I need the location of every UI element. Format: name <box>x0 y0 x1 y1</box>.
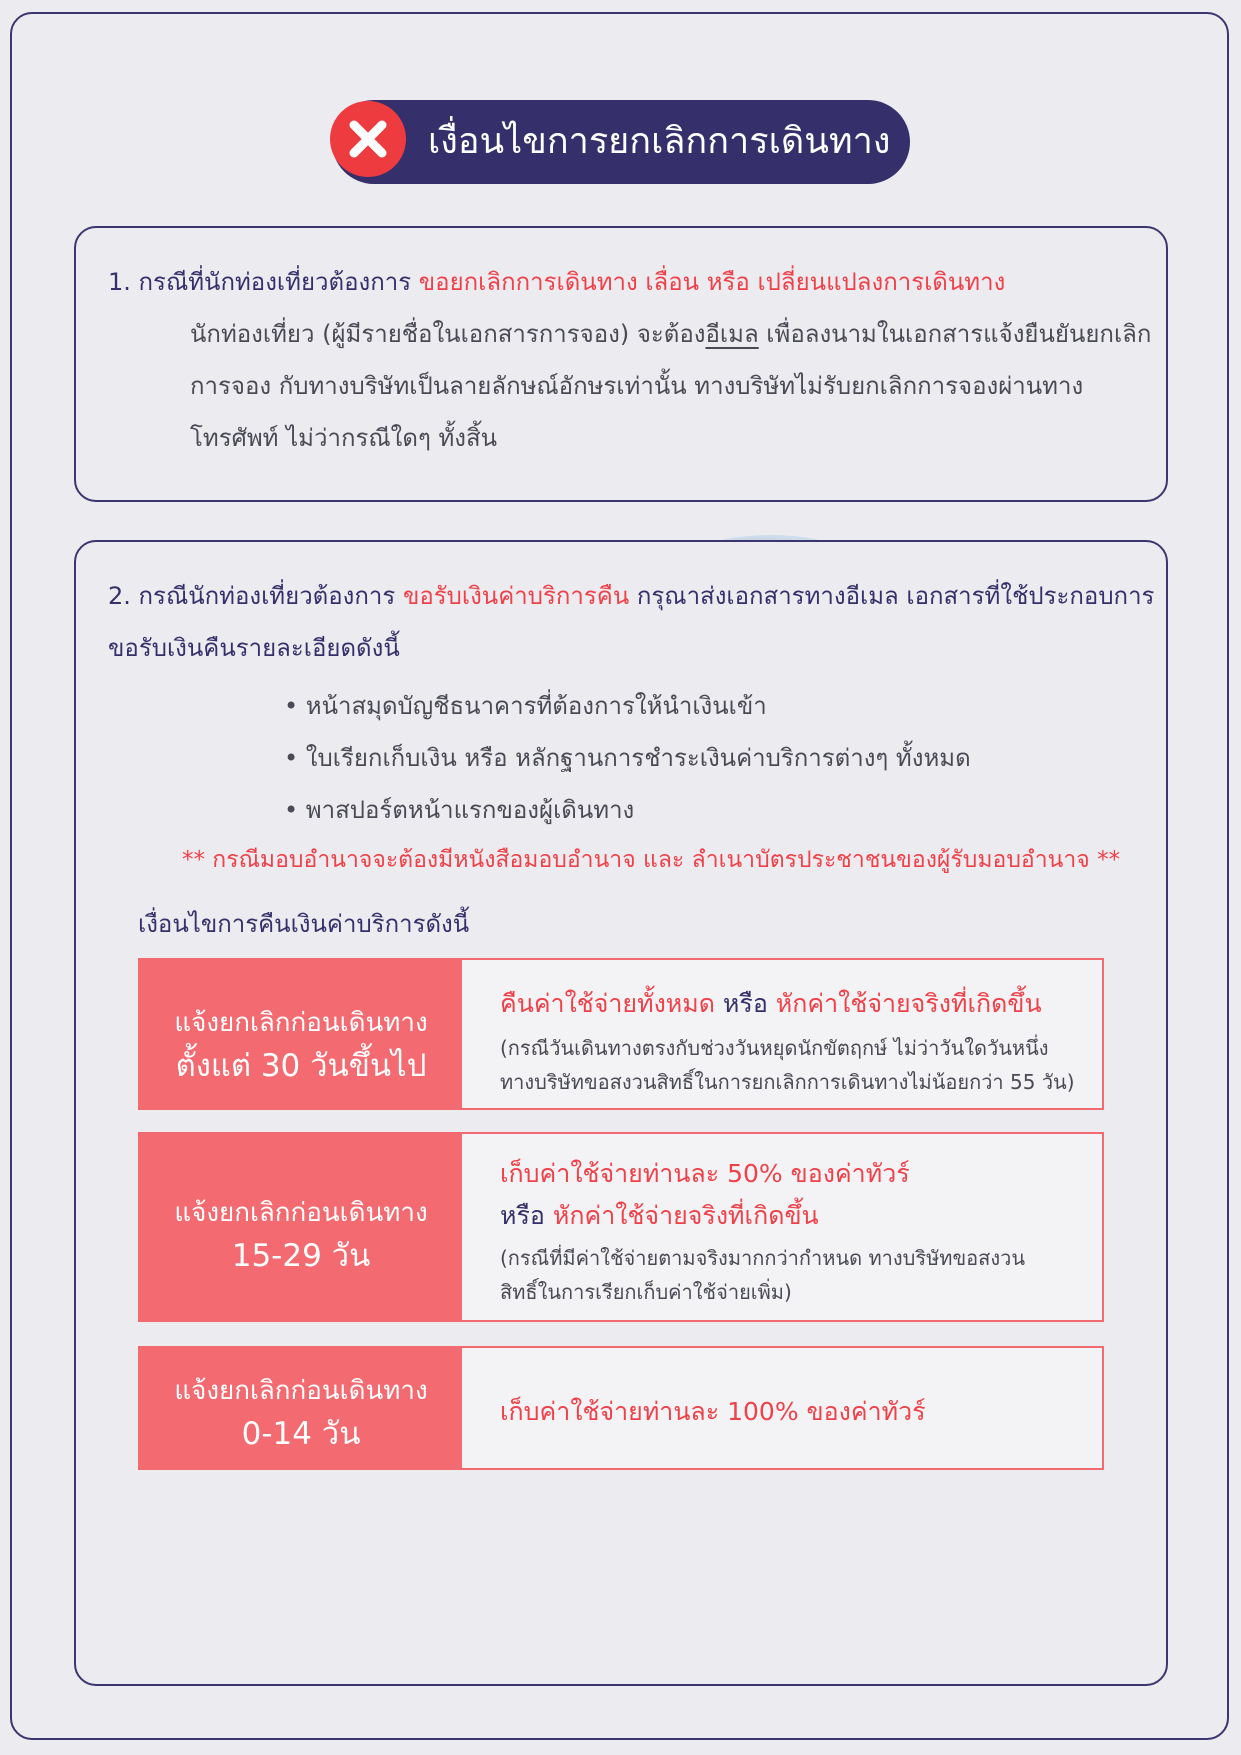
refund-row-15-29 <box>138 1132 1104 1322</box>
row-period: แจ้งยกเลิกก่อนเดินทาง 0-14 วัน <box>140 1348 462 1468</box>
section2-heading: 2. กรณีนักท่องเที่ยวต้องการ ขอรับเงินค่าบริการคืน กรุณาส่งเอกสารทางอีเมล เอกสารที่ใช้ประกอบการ <box>108 582 1155 610</box>
bullet-item: • ใบเรียกเก็บเงิน หรือ หลักฐานการชำระเงินค่าบริการต่างๆ ทั้งหมด <box>284 744 971 772</box>
row-terms: คืนค่าใช้จ่ายทั้งหมด หรือ หักค่าใช้จ่ายจริงที่เกิดขึ้น (กรณีวันเดินทางตรงกับช่วงวันหยุดนักขัตฤกษ์ ไม่ว่าวันใดวันหนึ่ง ทางบริษัทขอสงวนสิทธิ์ในการยกเลิกการเดินทางไม่น้อยกว่า 55 วัน) <box>500 989 1075 1094</box>
power-of-attorney-note: ** กรณีมอบอำนาจจะต้องมีหนังสือมอบอำนาจ และ ลำเนาบัตรประชาชนของผู้รับมอบอำนาจ ** <box>182 847 1121 873</box>
section1-line3: โทรศัพท์ ไม่ว่ากรณีใดๆ ทั้งสิ้น <box>190 424 498 452</box>
page-title: เงื่อนไขการยกเลิกการเดินทาง <box>428 121 891 162</box>
row-terms: เก็บค่าใช้จ่ายท่านละ 100% ของค่าทัวร์ <box>500 1397 926 1426</box>
refund-row-30-plus <box>138 958 1104 1110</box>
email-text: อีเมล <box>705 320 759 348</box>
section1-lead: 1. กรณีที่นักท่องเที่ยวต้องการ <box>108 268 412 296</box>
section1-heading <box>108 262 1005 301</box>
row-terms: เก็บค่าใช้จ่ายท่านละ 50% ของค่าทัวร์ หรือ หักค่าใช้จ่ายจริงที่เกิดขึ้น (กรณีที่มีค่าใช้จ่ายตามจริงมากกว่ากำหนด ทางบริษัทขอสงวน สิทธิ์ในการเรียกเก็บค่าใช้จ่ายเพิ่ม) <box>500 1159 1025 1304</box>
section2-highlight: ขอรับเงินค่าบริการคืน <box>402 582 630 610</box>
section1-highlight: ขอยกเลิกการเดินทาง เลื่อน หรือ เปลี่ยนแปลงการเดินทาง <box>418 268 1006 296</box>
row-period: แจ้งยกเลิกก่อนเดินทาง ตั้งแต่ 30 วันขึ้นไป <box>140 960 462 1108</box>
section1-line2: การจอง กับทางบริษัทเป็นลายลักษณ์อักษรเท่านั้น ทางบริษัทไม่รับยกเลิกการจองผ่านทาง <box>190 372 1084 400</box>
refund-row-0-14 <box>138 1346 1104 1470</box>
bullet-item: • พาสปอร์ตหน้าแรกของผู้เดินทาง <box>284 796 635 824</box>
section1-line1: นักท่องเที่ยว (ผู้มีรายชื่อในเอกสารการจอง) จะต้องอีเมล เพื่อลงนามในเอกสารแจ้งยืนยันยกเลิก <box>190 320 1152 348</box>
close-icon <box>330 101 406 177</box>
row-period: แจ้งยกเลิกก่อนเดินทาง 15-29 วัน <box>140 1134 462 1320</box>
conditions-title: เงื่อนไขการคืนเงินค่าบริการดังนี้ <box>138 910 470 938</box>
section2-heading-cont: ขอรับเงินคืนรายละเอียดดังนี้ <box>108 634 400 662</box>
bullet-item: • หน้าสมุดบัญชีธนาคารที่ต้องการให้นำเงินเข้า <box>284 692 767 720</box>
